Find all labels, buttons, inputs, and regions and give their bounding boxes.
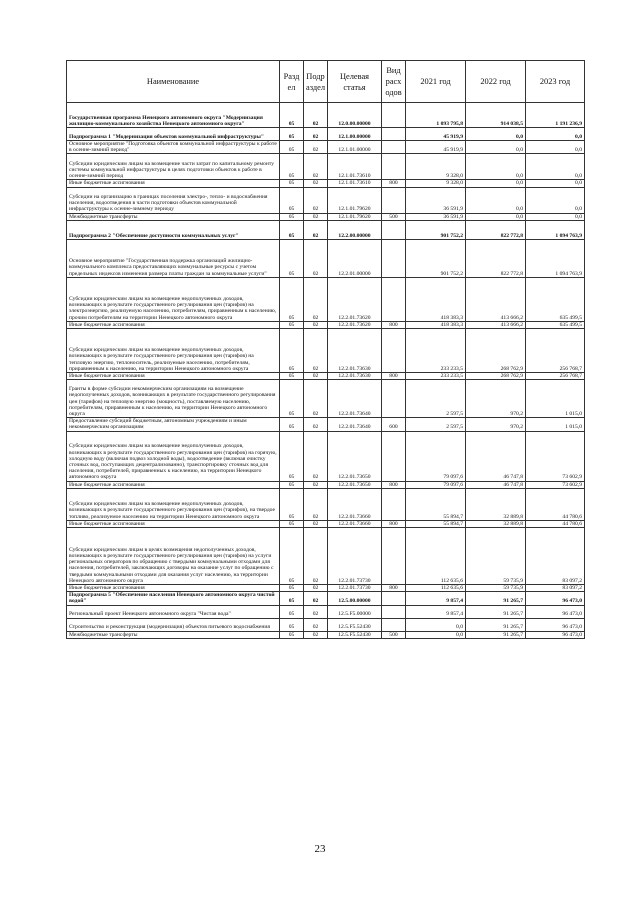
row-podrazdel: 02 (304, 180, 328, 187)
row-podrazdel: 02 (304, 277, 328, 321)
row-value-2022: 0,0 (466, 213, 526, 220)
row-vid (382, 277, 406, 321)
row-statya: 12.2.01.73640 (328, 418, 382, 431)
row-statya: 12.2.00.00000 (328, 220, 382, 239)
row-vid (382, 431, 406, 481)
row-value-2021: 55 894,7 (406, 488, 466, 520)
row-value-2023: 1 191 236,9 (526, 103, 585, 128)
row-vid (382, 187, 406, 213)
row-value-2021: 901 752,2 (406, 220, 466, 239)
row-podrazdel: 02 (304, 329, 328, 373)
row-statya: 12.1.01.73610 (328, 180, 382, 187)
header-statya: Целевая статья (328, 61, 382, 103)
row-statya: 12.1.00.00000 (328, 128, 382, 141)
row-podrazdel: 02 (304, 631, 328, 638)
row-name: Субсидии юридическим лицам на возмещение недополученных доходов, возникающих в результате государственного регулирования цен (тарифов) на электроэнергию, реализуемую населению, потребителям, приравненным к населению, прочим потребителям на территории Ненецкого автономного округа (67, 277, 280, 321)
row-name: Субсидии на организацию в границах поселения электро-, тепло- и водоснабжения населения, водоотведения в части подготовки объектов коммунальной инфраструктуры к осенне-зимнему периоду (67, 187, 280, 213)
row-statya: 12.2.01.73630 (328, 373, 382, 380)
row-value-2022: 59 735,9 (466, 528, 526, 585)
row-value-2023: 96 473,0 (526, 618, 585, 631)
row-value-2022: 91 265,7 (466, 592, 526, 605)
row-razdel: 05 (280, 128, 304, 141)
row-razdel: 05 (280, 154, 304, 180)
row-name: Иные бюджетные ассигнования (67, 373, 280, 380)
row-statya: 12.2.01.73730 (328, 528, 382, 585)
row-razdel: 05 (280, 329, 304, 373)
row-vid (382, 605, 406, 618)
row-statya: 12.2.01.73650 (328, 431, 382, 481)
row-name: Иные бюджетные ассигнования (67, 481, 280, 488)
table-row (67, 618, 585, 631)
table-row (67, 488, 585, 520)
row-razdel: 05 (280, 220, 304, 239)
header-name: Наименование (67, 61, 280, 103)
table-row (67, 585, 585, 592)
row-value-2023: 0,0 (526, 180, 585, 187)
row-vid: 500 (382, 631, 406, 638)
row-value-2021: 901 752,2 (406, 239, 466, 277)
row-vid (382, 592, 406, 605)
row-value-2021: 1 093 795,8 (406, 103, 466, 128)
row-vid (382, 239, 406, 277)
row-podrazdel: 02 (304, 154, 328, 180)
row-name: Субсидии юридическим лицам на возмещение недополученных доходов, возникающих в результате государственного регулирования цен (тарифов) на горячую, холодную воду (включая подвоз холодной воды), водоотведение (включая очистку сточных вод, поступающих децентрализованно), транспортировку сточных вод для населения, потребителей, приравненных к населению, на территории Ненецкого автономного округа (67, 431, 280, 481)
row-podrazdel: 02 (304, 481, 328, 488)
row-vid (382, 380, 406, 418)
row-vid (382, 528, 406, 585)
row-name: Субсидии юридическим лицам на возмещение недополученных доходов, возникающих в результате государственного регулирования цен (тарифов) на тепловую энергию, теплоноситель, реализуемые населению, потребителям, приравненным к населению, на территории Ненецкого автономного округа (67, 329, 280, 373)
table-row (67, 213, 585, 220)
row-podrazdel: 02 (304, 605, 328, 618)
table-row (67, 321, 585, 328)
row-value-2023: 73 602,9 (526, 431, 585, 481)
row-value-2022: 413 666,2 (466, 321, 526, 328)
row-value-2022: 46 747,8 (466, 431, 526, 481)
row-podrazdel: 02 (304, 141, 328, 154)
row-vid (382, 618, 406, 631)
row-value-2022: 0,0 (466, 180, 526, 187)
row-podrazdel: 02 (304, 520, 328, 527)
row-value-2023: 0,0 (526, 213, 585, 220)
row-name: Иные бюджетные ассигнования (67, 321, 280, 328)
row-statya: 12.2.01.73650 (328, 481, 382, 488)
header-2021: 2021 год (406, 61, 466, 103)
row-razdel: 05 (280, 481, 304, 488)
table-row (67, 239, 585, 277)
header-row (67, 61, 585, 103)
header-2022: 2022 год (466, 61, 526, 103)
row-statya: 12.2.01.73640 (328, 380, 382, 418)
row-value-2021: 418 383,3 (406, 321, 466, 328)
row-razdel: 05 (280, 592, 304, 605)
row-vid: 800 (382, 321, 406, 328)
row-razdel: 05 (280, 618, 304, 631)
row-value-2022: 46 747,8 (466, 481, 526, 488)
row-razdel: 05 (280, 528, 304, 585)
row-vid: 800 (382, 481, 406, 488)
row-name: Субсидии юридическим лицам на возмещение части затрат по капитальному ремонту системы коммунальной инфраструктуры в целях подготовки объектов к работе в осенне-зимний период (67, 154, 280, 180)
row-podrazdel: 02 (304, 380, 328, 418)
row-value-2023: 83 097,2 (526, 585, 585, 592)
row-vid: 800 (382, 585, 406, 592)
row-value-2022: 970,2 (466, 418, 526, 431)
row-statya: 12.1.01.79620 (328, 187, 382, 213)
row-name: Строительство и реконструкция (модернизация) объектов питьевого водоснабжения (67, 618, 280, 631)
table-row (67, 128, 585, 141)
row-statya: 12.5.F5.52430 (328, 618, 382, 631)
row-value-2021: 0,0 (406, 618, 466, 631)
row-razdel: 05 (280, 373, 304, 380)
row-podrazdel: 02 (304, 373, 328, 380)
row-value-2021: 418 383,3 (406, 277, 466, 321)
row-podrazdel: 02 (304, 103, 328, 128)
table-row (67, 180, 585, 187)
row-value-2023: 0,0 (526, 187, 585, 213)
row-podrazdel: 02 (304, 321, 328, 328)
row-value-2021: 112 635,6 (406, 528, 466, 585)
row-value-2022: 32 889,8 (466, 520, 526, 527)
row-name: Основное мероприятие "Подготовка объектов коммунальной инфраструктуры к работе в осенне-зимний период" (67, 141, 280, 154)
row-vid: 800 (382, 180, 406, 187)
row-value-2023: 256 768,7 (526, 373, 585, 380)
row-name: Гранты в форме субсидии некоммерческим организациям на возмещение недополученных доходов, возникающих в результате государственного регулирования цен (тарифов) на тепловую энергию (мощность), поставляемую населению, потребителям, приравненным к населению, на территории Ненецкого автономного округа (67, 380, 280, 418)
row-value-2021: 36 591,9 (406, 187, 466, 213)
row-podrazdel: 02 (304, 488, 328, 520)
row-name: Основное мероприятие "Государственная поддержка организаций жилищно-коммунального комплекса предоставляющих коммунальные ресурсы с учетом предельных индексов изменения размера платы граждан за коммунальные услуги" (67, 239, 280, 277)
page-number: 23 (314, 843, 326, 855)
row-vid (382, 220, 406, 239)
row-name: Иные бюджетные ассигнования (67, 180, 280, 187)
row-statya: 12.5.F5.52430 (328, 631, 382, 638)
table-row (67, 329, 585, 373)
row-razdel: 05 (280, 277, 304, 321)
row-value-2021: 9 328,0 (406, 154, 466, 180)
row-value-2023: 96 473,0 (526, 592, 585, 605)
row-razdel: 05 (280, 180, 304, 187)
row-value-2023: 44 780,6 (526, 488, 585, 520)
row-value-2023: 1 015,0 (526, 418, 585, 431)
row-razdel: 05 (280, 321, 304, 328)
table-row (67, 103, 585, 128)
row-vid (382, 329, 406, 373)
row-value-2022: 59 735,9 (466, 585, 526, 592)
row-value-2022: 970,2 (466, 380, 526, 418)
table-row (67, 277, 585, 321)
row-value-2023: 635 499,5 (526, 277, 585, 321)
row-value-2022: 0,0 (466, 154, 526, 180)
row-razdel: 05 (280, 380, 304, 418)
row-razdel: 05 (280, 141, 304, 154)
table-body (67, 103, 585, 639)
row-razdel: 05 (280, 418, 304, 431)
row-podrazdel: 02 (304, 618, 328, 631)
row-value-2021: 233 233,5 (406, 329, 466, 373)
row-name: Субсидии юридическим лицам в целях возмещения недополученных доходов, возникающих в результате государственного регулирования цен (тарифов) на услуги региональных операторов по обращению с твердыми коммунальными отходами для населения, потребителей, заключающих договоры на оказание услуг по обращению с твердыми коммунальными отходами для оказания услуг населению, на территории Ненецкого автономного округа (67, 528, 280, 585)
row-value-2021: 55 894,7 (406, 520, 466, 527)
budget-table (66, 60, 585, 639)
row-statya: 12.2.01.73660 (328, 488, 382, 520)
row-podrazdel: 02 (304, 528, 328, 585)
table-row (67, 592, 585, 605)
row-value-2021: 79 097,6 (406, 431, 466, 481)
row-value-2021: 79 097,6 (406, 481, 466, 488)
row-value-2022: 91 265,7 (466, 631, 526, 638)
row-name: Подпрограмма 5 "Обеспечение населения Ненецкого автономного округа чистой водой" (67, 592, 280, 605)
row-value-2023: 96 473,0 (526, 605, 585, 618)
row-statya: 12.2.01.73620 (328, 277, 382, 321)
header-razdel: Разд ел (280, 61, 304, 103)
row-name: Государственная программа Ненецкого автономного округа "Модернизация жилищно-коммунального хозяйства Ненецкого автономного округа" (67, 103, 280, 128)
row-value-2021: 45 919,9 (406, 128, 466, 141)
row-razdel: 05 (280, 631, 304, 638)
row-value-2022: 822 772,8 (466, 220, 526, 239)
row-statya: 12.2.01.73660 (328, 520, 382, 527)
table-row (67, 631, 585, 638)
row-vid (382, 128, 406, 141)
row-value-2023: 96 473,0 (526, 631, 585, 638)
row-name: Региональный проект Ненецкого автономного округа "Чистая вода" (67, 605, 280, 618)
row-razdel: 05 (280, 520, 304, 527)
header-2023: 2023 год (526, 61, 585, 103)
row-vid (382, 141, 406, 154)
row-vid: 800 (382, 520, 406, 527)
row-value-2022: 32 889,8 (466, 488, 526, 520)
row-name: Межбюджетные трансферты (67, 213, 280, 220)
row-razdel: 05 (280, 431, 304, 481)
row-value-2023: 44 780,6 (526, 520, 585, 527)
row-value-2021: 36 591,9 (406, 213, 466, 220)
row-value-2023: 0,0 (526, 141, 585, 154)
table-row (67, 528, 585, 585)
row-statya: 12.1.01.00000 (328, 141, 382, 154)
row-podrazdel: 02 (304, 418, 328, 431)
table-row (67, 141, 585, 154)
table-row (67, 431, 585, 481)
table-row (67, 520, 585, 527)
row-value-2023: 0,0 (526, 154, 585, 180)
row-name: Иные бюджетные ассигнования (67, 520, 280, 527)
row-razdel: 05 (280, 239, 304, 277)
row-statya: 12.2.01.73730 (328, 585, 382, 592)
row-statya: 12.2.01.73630 (328, 329, 382, 373)
row-value-2023: 1 094 763,9 (526, 239, 585, 277)
row-value-2021: 233 233,5 (406, 373, 466, 380)
row-value-2021: 2 597,5 (406, 418, 466, 431)
table-row (67, 220, 585, 239)
header-podrazdel: Подр аздел (304, 61, 328, 103)
row-value-2022: 0,0 (466, 128, 526, 141)
row-statya: 12.2.01.73620 (328, 321, 382, 328)
row-value-2023: 73 602,9 (526, 481, 585, 488)
row-statya: 12.5.00.00000 (328, 592, 382, 605)
row-value-2023: 0,0 (526, 128, 585, 141)
row-podrazdel: 02 (304, 239, 328, 277)
row-vid (382, 488, 406, 520)
row-podrazdel: 02 (304, 213, 328, 220)
row-vid (382, 154, 406, 180)
table-header (67, 61, 585, 103)
row-value-2023: 635 499,5 (526, 321, 585, 328)
row-podrazdel: 02 (304, 187, 328, 213)
table-row (67, 481, 585, 488)
row-value-2021: 0,0 (406, 631, 466, 638)
row-statya: 12.2.01.00000 (328, 239, 382, 277)
table-row (67, 605, 585, 618)
row-value-2021: 45 919,9 (406, 141, 466, 154)
row-razdel: 05 (280, 605, 304, 618)
row-name: Субсидии юридическим лицам на возмещение недополученных доходов, возникающих в результате государственного регулирования цен (тарифов), на твердое топливо, реализуемое населению на территории Ненецкого автономного округа (67, 488, 280, 520)
row-razdel: 05 (280, 103, 304, 128)
row-name: Иные бюджетные ассигнования (67, 585, 280, 592)
row-vid (382, 103, 406, 128)
row-value-2022: 268 762,9 (466, 329, 526, 373)
row-name: Подпрограмма 1 "Модернизация объектов коммунальной инфраструктуры" (67, 128, 280, 141)
header-vid: Вид расх одов (382, 61, 406, 103)
row-value-2021: 9 857,4 (406, 605, 466, 618)
row-value-2022: 0,0 (466, 187, 526, 213)
table-row (67, 418, 585, 431)
row-vid: 800 (382, 373, 406, 380)
row-statya: 12.1.01.73610 (328, 154, 382, 180)
row-value-2022: 268 762,9 (466, 373, 526, 380)
row-value-2023: 1 015,0 (526, 380, 585, 418)
table-row (67, 154, 585, 180)
table-row (67, 373, 585, 380)
row-razdel: 05 (280, 187, 304, 213)
row-razdel: 05 (280, 213, 304, 220)
row-value-2022: 91 265,7 (466, 605, 526, 618)
row-name: Предоставление субсидий бюджетным, автономным учреждениям и иным некоммерческим организациям (67, 418, 280, 431)
row-vid: 500 (382, 213, 406, 220)
row-value-2023: 256 768,7 (526, 329, 585, 373)
row-value-2022: 91 265,7 (466, 618, 526, 631)
row-value-2021: 9 857,4 (406, 592, 466, 605)
row-value-2022: 914 038,5 (466, 103, 526, 128)
row-razdel: 05 (280, 585, 304, 592)
row-podrazdel: 02 (304, 431, 328, 481)
table-row (67, 187, 585, 213)
row-name: Межбюджетные трансферты (67, 631, 280, 638)
row-name: Подпрограмма 2 "Обеспечение доступности коммунальных услуг" (67, 220, 280, 239)
row-vid: 600 (382, 418, 406, 431)
row-podrazdel: 02 (304, 128, 328, 141)
row-razdel: 05 (280, 488, 304, 520)
row-statya: 12.1.01.79620 (328, 213, 382, 220)
row-value-2021: 112 635,6 (406, 585, 466, 592)
row-statya: 12.5.F5.00000 (328, 605, 382, 618)
row-podrazdel: 02 (304, 592, 328, 605)
row-value-2022: 413 666,2 (466, 277, 526, 321)
row-value-2022: 822 772,8 (466, 239, 526, 277)
row-value-2021: 2 597,5 (406, 380, 466, 418)
row-value-2023: 1 094 763,9 (526, 220, 585, 239)
row-statya: 12.0.00.00000 (328, 103, 382, 128)
row-value-2023: 83 097,2 (526, 528, 585, 585)
row-value-2021: 9 328,0 (406, 180, 466, 187)
table-row (67, 380, 585, 418)
row-podrazdel: 02 (304, 220, 328, 239)
row-podrazdel: 02 (304, 585, 328, 592)
row-value-2022: 0,0 (466, 141, 526, 154)
